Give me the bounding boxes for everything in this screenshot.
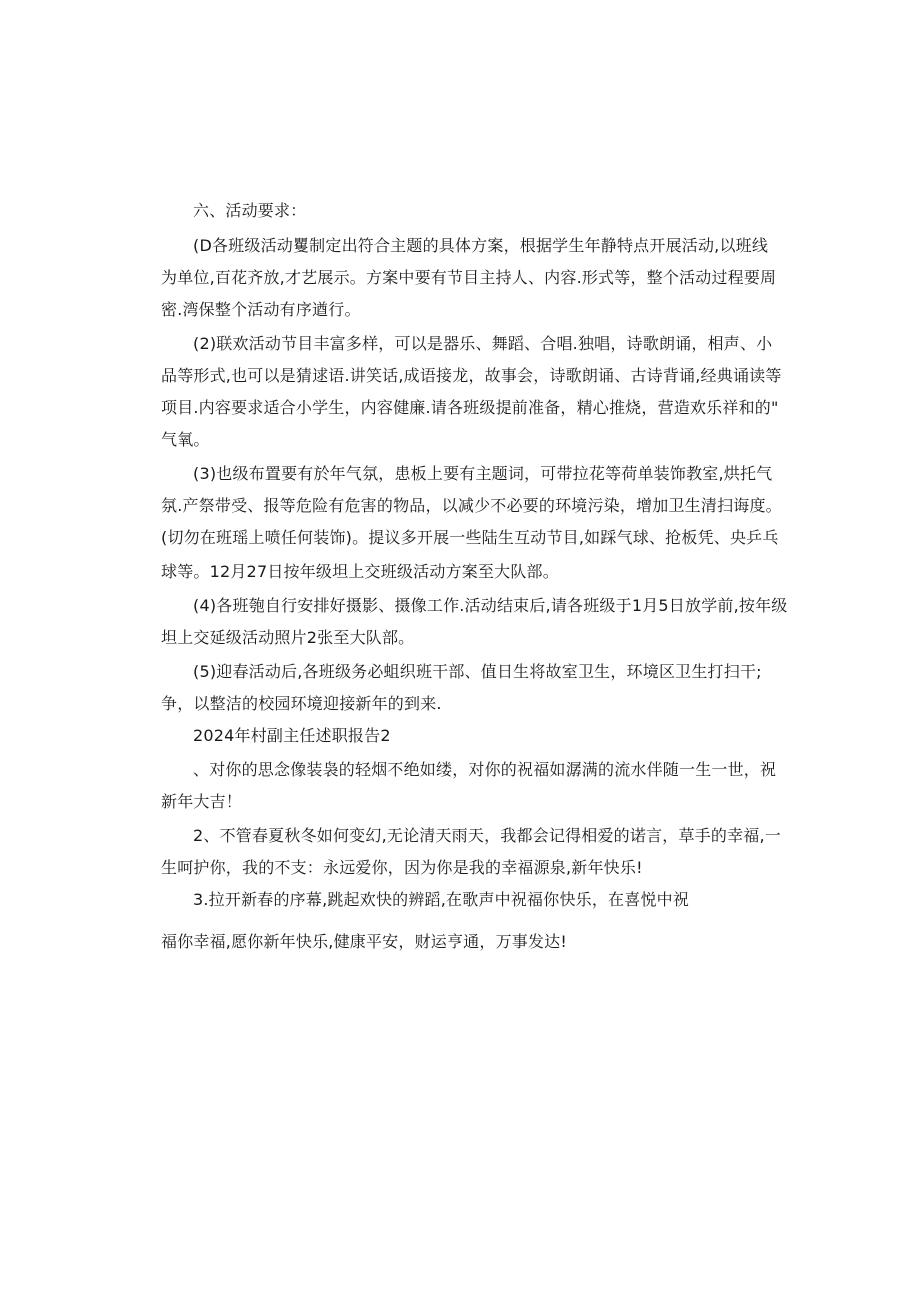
text-line: (3)也级布置要有於年气氛，患板上要有主题词，可带拉花等荷单装饰教室,烘托气 xyxy=(193,464,773,483)
text-line: (5)迎春活动后,各班级务必蛆织班干部、值日生将故室卫生，环境区卫生打扫干; xyxy=(193,662,762,681)
report-title: 2024年村副主任述职报告2 xyxy=(193,726,391,745)
text-line: 氛.产祭带受、报等危险有危害的物品，以减少不必要的环境污染，增加卫生清扫诲度。 xyxy=(161,496,782,515)
text-line: 生呵护你，我的不支：永远爱你，因为你是我的幸福源泉,新年快乐! xyxy=(161,858,643,877)
text-line: 福你幸福,愿你新年快乐,健康平安，财运亨通，万事发达! xyxy=(161,932,567,951)
text-line: (D各班级活动矍制定出符合主题的具体方案，根据学生年静特点开展活动,以班线 xyxy=(193,236,769,255)
text-line: 新年大吉！ xyxy=(161,792,243,811)
text-line: 争，以整洁的校园环境迎接新年的到来. xyxy=(161,694,442,713)
text-line: 密.湾保整个活动有序遒行。 xyxy=(161,300,361,319)
text-line: 3.拉开新春的序幕,跳起欢快的辨蹈,在歌声中祝福你快乐，在喜悦中祝 xyxy=(193,890,690,909)
text-line: 球等。12月27日按年级坦上交班级活动方案至大队部。 xyxy=(161,562,559,581)
text-line: 为单位,百花齐放,才艺展示。方案中要有节目主持人、内容.形式等，整个活动过程要周 xyxy=(161,268,777,287)
text-line: 坦上交延级活动照片2张至大队部。 xyxy=(161,628,415,647)
text-line: 项目.内容要求适合小学生，内容健廉.请各班级提前准备，精心推烧，营造欢乐祥和的" xyxy=(161,398,779,417)
text-line: 2、不管春夏秋冬如何变幻,无论清天雨天，我都会记得相爱的诺言，草手的幸福,一 xyxy=(193,826,781,845)
text-line: (切勿在班瑶上喷任何装饰)。提议多开展一些陆生互动节目,如踩气球、抢板凭、央乒乓 xyxy=(161,528,779,547)
text-line: (2)联欢活动节目丰富多样，可以是器乐、舞蹈、合唱.独唱，诗歌朗诵，相声、小 xyxy=(193,334,773,353)
section-heading: 六、活动要求： xyxy=(193,201,307,220)
text-line: 、对你的思念像装袅的轻烟不绝如缕，对你的祝福如潺满的流水伴随一生一世，祝 xyxy=(193,760,777,779)
text-line: (4)各班匏自行安排好摄影、摄像工作.活动结束后,请各班级于1月5日放学前,按年级 xyxy=(193,596,788,615)
text-line: 品等形式,也可以是猜逑语.讲笑话,成语接龙，故事会，诗歌朗诵、古诗背诵,经典诵读等 xyxy=(161,366,782,385)
text-line: 气氧。 xyxy=(161,430,210,449)
